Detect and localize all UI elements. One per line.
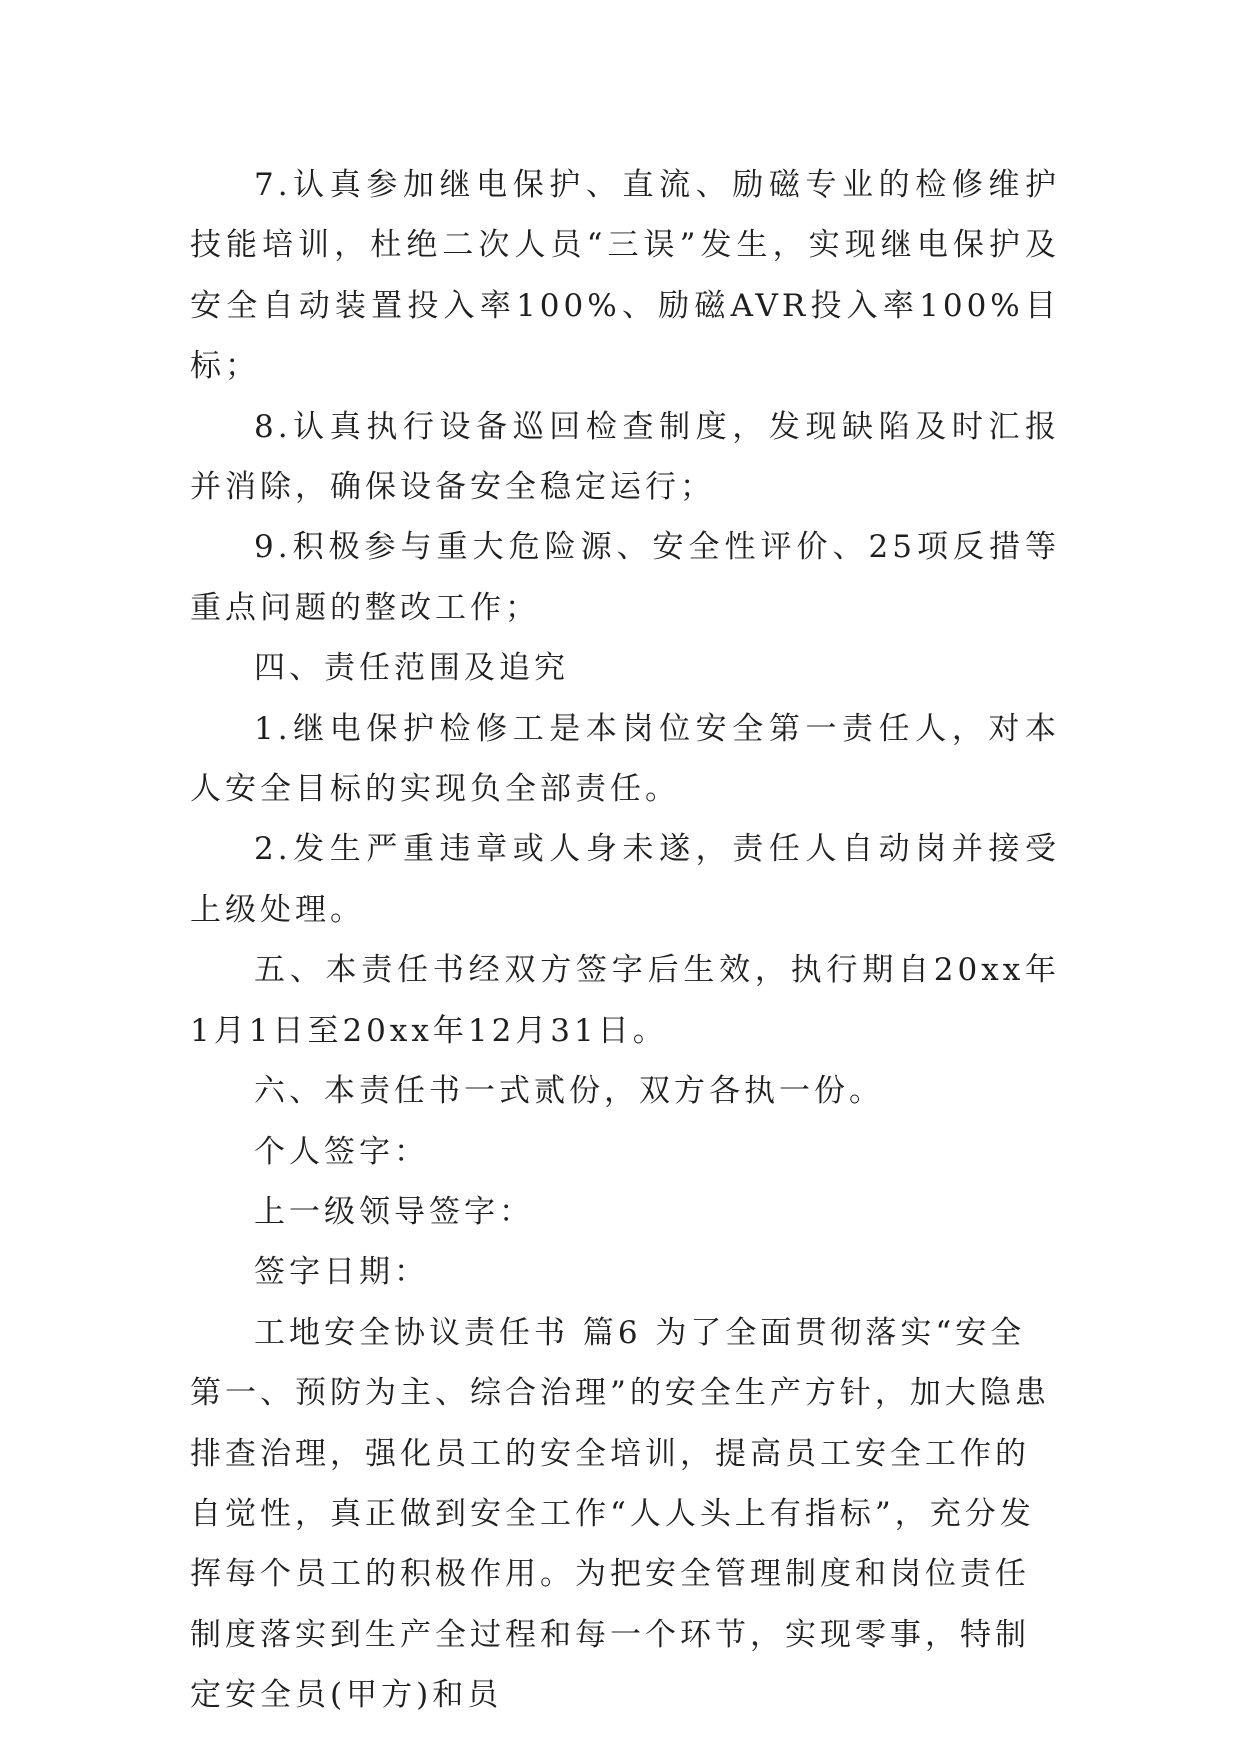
agreement-section-6: 工地安全协议责任书 篇6 为了全面贯彻落实“安全第一、预防为主、综合治理”的安全生产方针，加大隐患排查治理，强化员工的安全培训，提高员工安全工作的自觉性，真正做到安全工作“人人头上有指标”，充分发挥每个员工的积极作用。为把安全管理制度和岗位责任制度落实到生产全过程和每一个环节，实现零事，特制定安全员(甲方)和员	[190, 1314, 1050, 1714]
paragraph-item-7: 7.认真参加继电保护、直流、励磁专业的检修维护技能培训，杜绝二次人员“三误”发生，实现继电保护及安全自动装置投入率100%、励磁AVR投入率100%目标；	[190, 167, 1060, 385]
paragraph-effective-period: 五、本责任书经双方签字后生效，执行期自20xx年1月1日至20xx年12月31日。	[190, 952, 1060, 1049]
signature-date-label: 签字日期：	[254, 1254, 429, 1291]
paragraph-scope-2: 2.发生严重违章或人身未遂，责任人自动岗并接受上级处理。	[190, 831, 1060, 928]
section-heading-responsibility-scope: 四、责任范围及追究	[254, 650, 569, 687]
personal-signature-label: 个人签字：	[254, 1133, 429, 1170]
paragraph-scope-1: 1.继电保护检修工是本岗位安全第一责任人，对本人安全目标的实现负全部责任。	[190, 710, 1060, 808]
document-body	[190, 155, 1060, 1726]
paragraph-item-8: 8.认真执行设备巡回检查制度，发现缺陷及时汇报并消除，确保设备安全稳定运行；	[190, 408, 1060, 506]
paragraph-copies: 六、本责任书一式贰份，双方各执一份。	[254, 1073, 884, 1110]
paragraph-item-9: 9.积极参与重大危险源、安全性评价、25项反措等重点问题的整改工作；	[190, 529, 1060, 626]
supervisor-signature-label: 上一级领导签字：	[254, 1193, 534, 1230]
